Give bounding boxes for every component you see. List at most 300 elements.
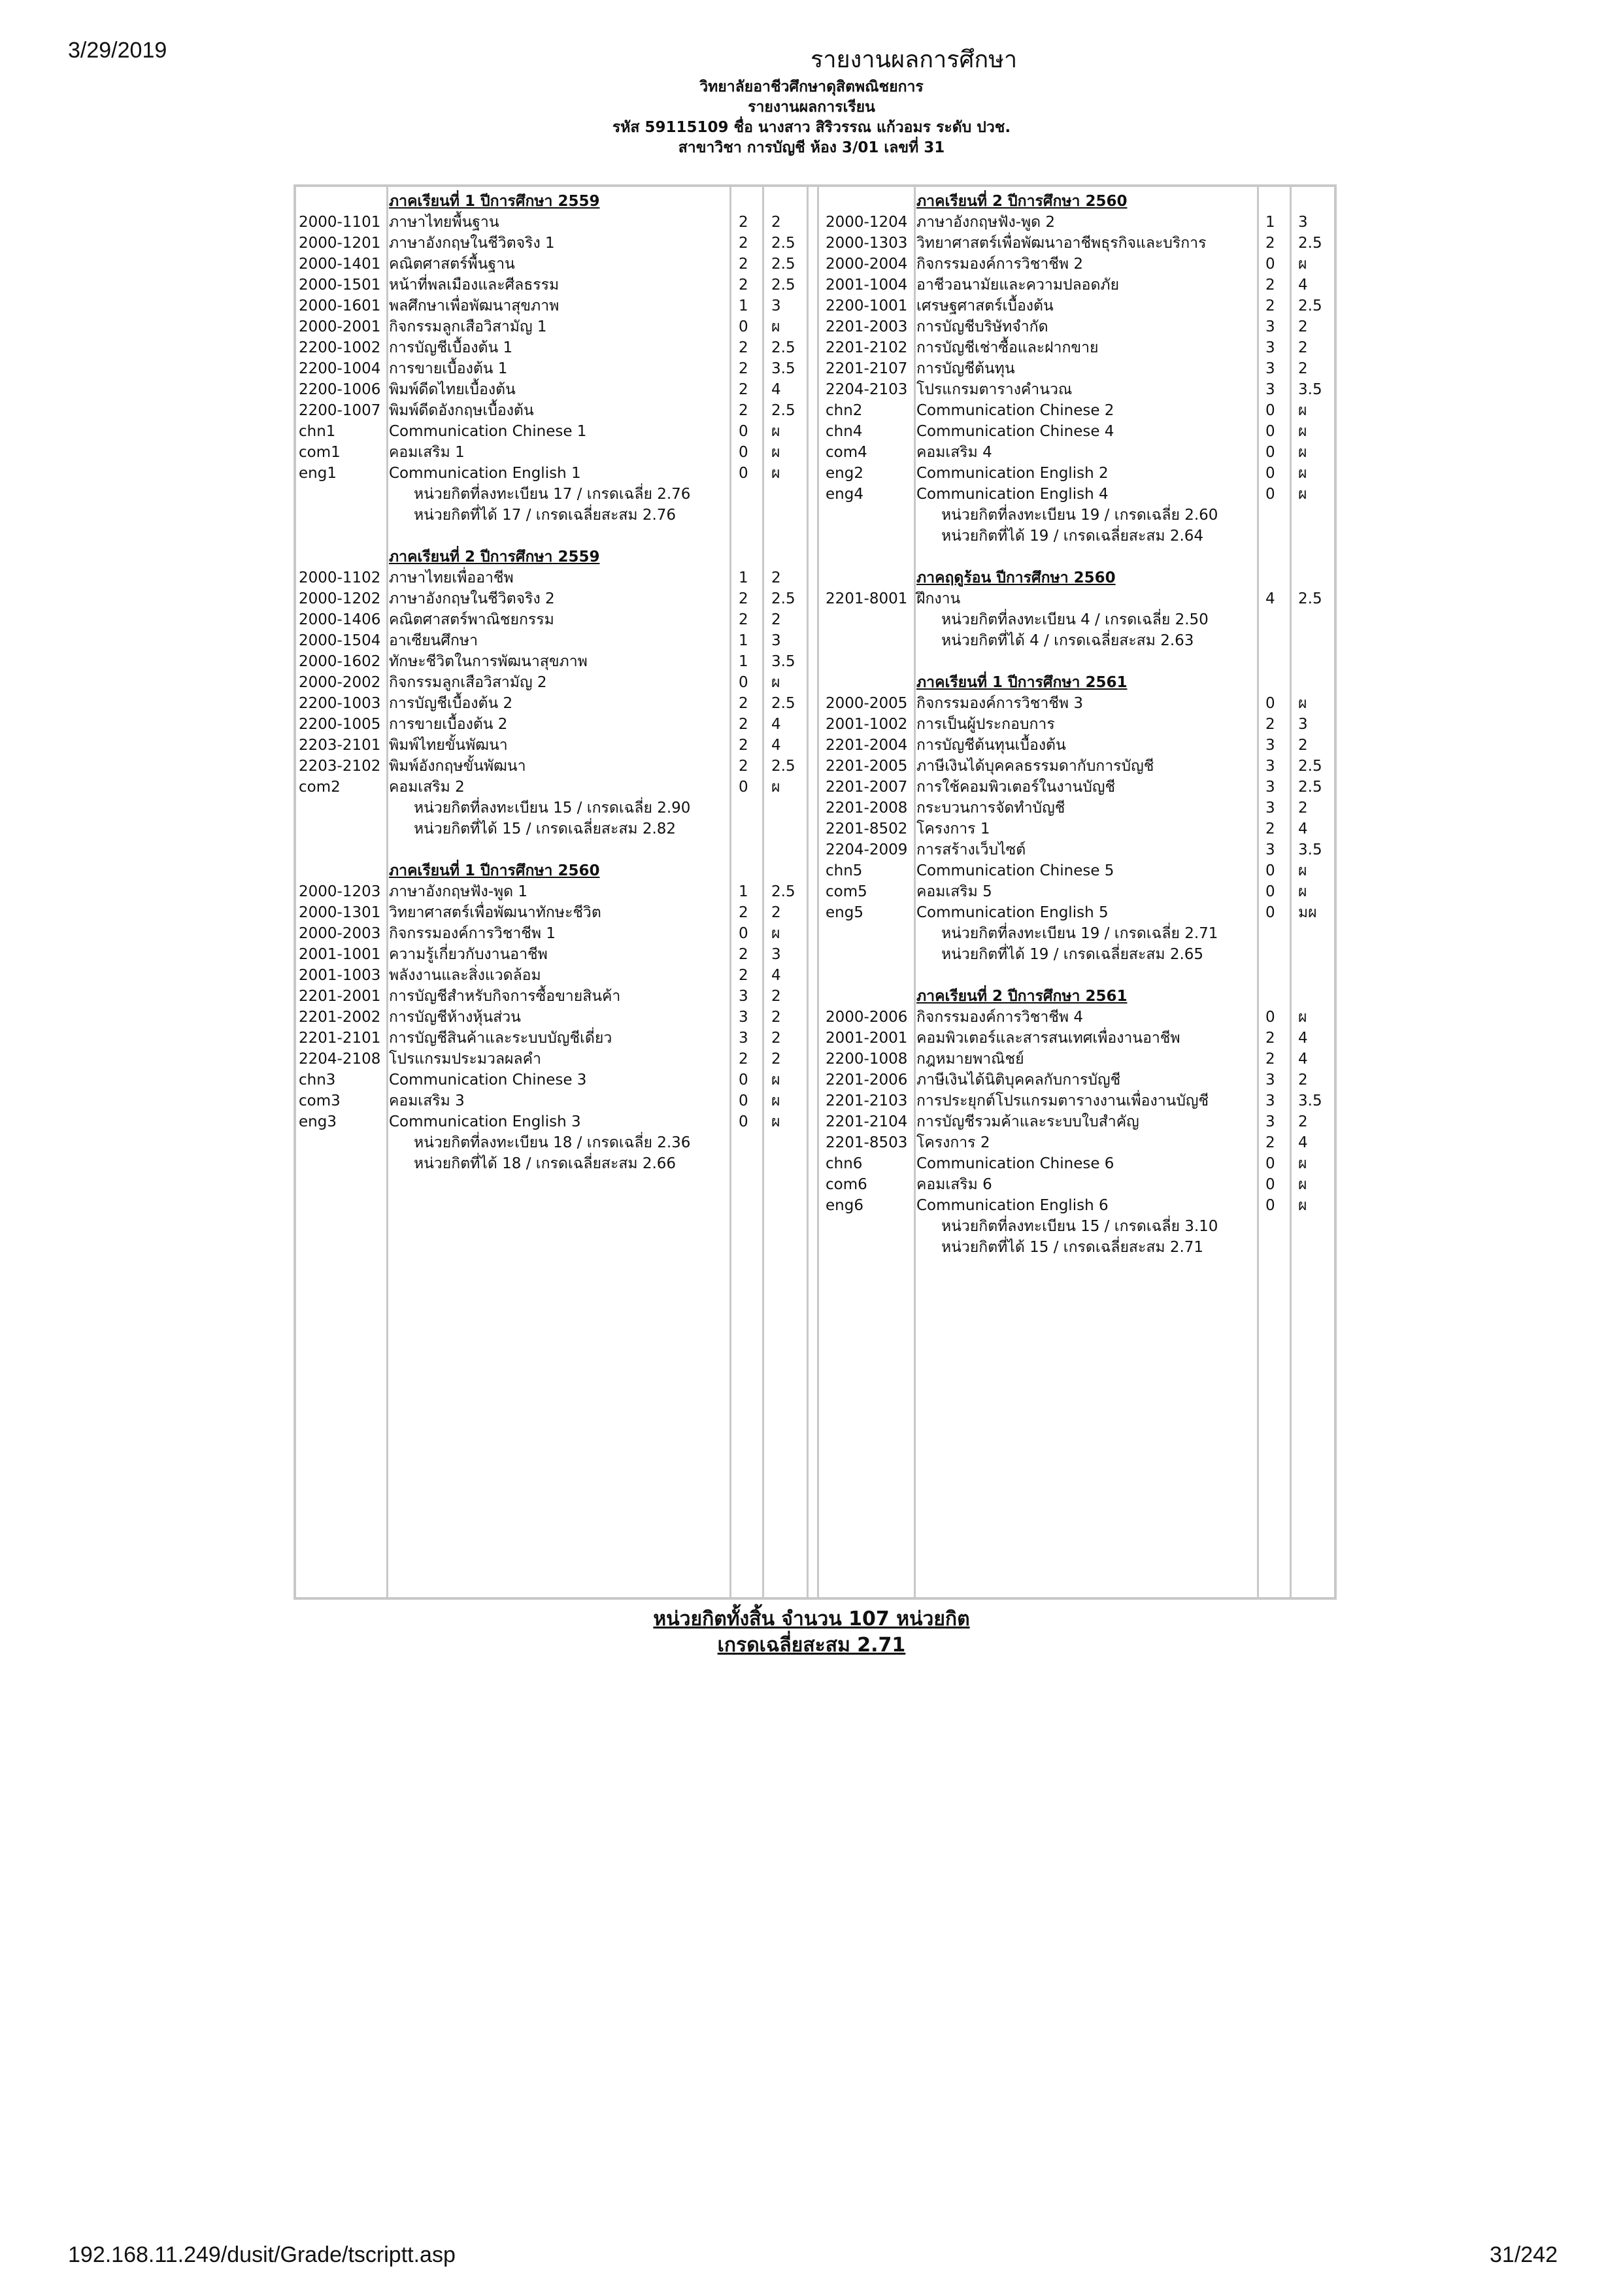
course-row xyxy=(299,463,815,484)
cumulative-gpa: เกรดเฉลี่ยสะสม 2.71 xyxy=(717,1634,906,1657)
course-grade: 2 xyxy=(771,611,781,628)
course-code: 2201-8502 xyxy=(826,820,908,837)
course-credits: 1 xyxy=(739,297,748,314)
course-grade: ผ xyxy=(771,779,780,796)
course-credits: 0 xyxy=(739,779,748,796)
course-name: การบัญชีห้างหุ้นส่วน xyxy=(389,1009,521,1026)
course-credits: 4 xyxy=(1265,590,1275,607)
course-code: com5 xyxy=(826,883,867,900)
course-code: 2000-1202 xyxy=(299,590,381,607)
course-grade: 3.5 xyxy=(1298,381,1322,398)
semester-title: ภาคเรียนที่ 2 ปีการศึกษา 2561 xyxy=(916,988,1128,1005)
course-name: โครงการ 2 xyxy=(916,1134,990,1151)
course-name: การสร้างเว็บไซต์ xyxy=(916,841,1026,858)
course-credits: 2 xyxy=(1265,1051,1275,1068)
course-row xyxy=(826,735,1335,756)
course-credits: 0 xyxy=(1265,1197,1275,1214)
course-name: วิทยาศาสตร์เพื่อพัฒนาทักษะชีวิต xyxy=(389,904,601,921)
course-name: ภาษาไทยเพื่ออาชีพ xyxy=(389,569,514,586)
course-row xyxy=(826,1111,1335,1132)
course-row xyxy=(826,1007,1335,1028)
course-name: ความรู้เกี่ยวกับงานอาชีพ xyxy=(389,946,548,963)
course-credits: 2 xyxy=(1265,297,1275,314)
course-credits: 0 xyxy=(1265,486,1275,503)
course-row xyxy=(299,1111,815,1132)
course-row xyxy=(826,881,1335,902)
course-grade: ผ xyxy=(1298,486,1307,503)
course-name: ภาษาอังกฤษฟัง-พูด 2 xyxy=(916,214,1056,231)
course-code: 2000-1201 xyxy=(299,235,381,252)
summary-text: หน่วยกิตที่ลงทะเบียน 15 / เกรดเฉลี่ย 3.10 xyxy=(941,1218,1218,1235)
course-grade: 4 xyxy=(1298,820,1308,837)
course-row xyxy=(299,1049,815,1070)
course-credits: 0 xyxy=(1265,883,1275,900)
course-grade: ผ xyxy=(771,925,780,942)
course-row xyxy=(299,609,815,630)
course-name: วิทยาศาสตร์เพื่อพัฒนาอาชีพธุรกิจและบริการ xyxy=(916,235,1207,252)
course-row xyxy=(826,860,1335,881)
course-grade: ผ xyxy=(771,1113,780,1130)
course-grade: มผ xyxy=(1298,904,1317,921)
course-row xyxy=(299,400,815,421)
course-credits: 0 xyxy=(1265,1009,1275,1026)
course-code: 2000-2003 xyxy=(299,925,381,942)
course-code: 2201-2102 xyxy=(826,339,908,356)
course-credits: 1 xyxy=(739,569,748,586)
semester-heading xyxy=(299,547,815,567)
course-name: Communication Chinese 4 xyxy=(916,423,1114,440)
course-name: Communication English 2 xyxy=(916,465,1109,482)
course-row xyxy=(826,358,1335,379)
course-credits: 2 xyxy=(1265,235,1275,252)
grand-totals xyxy=(0,1606,1623,1659)
course-grade: ผ xyxy=(1298,1009,1307,1026)
course-name: ภาษาอังกฤษในชีวิตจริง 1 xyxy=(389,235,555,252)
course-credits: 2 xyxy=(739,235,748,252)
page-url: 192.168.11.249/dusit/Grade/tscriptt.asp xyxy=(68,2242,456,2267)
course-credits: 2 xyxy=(739,360,748,377)
course-grade: ผ xyxy=(1298,402,1307,419)
course-row xyxy=(826,1132,1335,1153)
course-grade: 2 xyxy=(771,1009,781,1026)
course-code: 2200-1008 xyxy=(826,1051,908,1068)
course-code: 2000-2004 xyxy=(826,256,908,273)
course-code: 2201-8001 xyxy=(826,590,908,607)
course-credits: 0 xyxy=(1265,904,1275,921)
semester-heading xyxy=(299,191,815,212)
course-grade: ผ xyxy=(1298,883,1307,900)
course-grade: 2.5 xyxy=(1298,297,1322,314)
course-name: พิมพ์อังกฤษขั้นพัฒนา xyxy=(389,758,526,775)
course-name: คอมพิวเตอร์และสารสนเทศเพื่องานอาชีพ xyxy=(916,1030,1180,1047)
course-name: การบัญชีสำหรับกิจการซื้อขายสินค้า xyxy=(389,988,621,1005)
course-grade: ผ xyxy=(771,444,780,461)
course-grade: ผ xyxy=(1298,444,1307,461)
course-credits: 2 xyxy=(739,737,748,754)
course-grade: ผ xyxy=(1298,862,1307,879)
course-credits: 2 xyxy=(739,590,748,607)
course-name: การบัญชีต้นทุนเบื้องต้น xyxy=(916,737,1066,754)
course-grade: ผ xyxy=(1298,423,1307,440)
semester-heading xyxy=(826,567,1335,588)
course-name: คอมเสริม 6 xyxy=(916,1176,992,1193)
semester-earned-summary xyxy=(826,1237,1335,1258)
course-row xyxy=(299,777,815,798)
course-code: 2000-1301 xyxy=(299,904,381,921)
course-grade: 2.5 xyxy=(771,758,795,775)
semester-heading xyxy=(826,191,1335,212)
course-name: การใช้คอมพิวเตอร์ในงานบัญชี xyxy=(916,779,1116,796)
course-credits: 3 xyxy=(1265,381,1275,398)
course-row xyxy=(299,421,815,442)
course-row xyxy=(826,819,1335,839)
course-code: eng3 xyxy=(299,1113,337,1130)
course-code: 2000-1204 xyxy=(826,214,908,231)
course-name: ภาษาอังกฤษฟัง-พูด 1 xyxy=(389,883,528,900)
course-code: 2000-1401 xyxy=(299,256,381,273)
course-code: chn4 xyxy=(826,423,863,440)
course-credits: 2 xyxy=(739,381,748,398)
course-code: 2000-2002 xyxy=(299,674,381,691)
course-name: การประยุกต์โปรแกรมตารางงานเพื่องานบัญชี xyxy=(916,1092,1209,1109)
course-grade: 3 xyxy=(771,297,781,314)
course-grade: 2.5 xyxy=(771,235,795,252)
course-credits: 2 xyxy=(739,1051,748,1068)
semester-registered-summary xyxy=(299,798,815,819)
report-name: รายงานผลการเรียน xyxy=(748,99,875,116)
course-name: ภาษาอังกฤษในชีวิตจริง 2 xyxy=(389,590,555,607)
semester-title: ภาคเรียนที่ 1 ปีการศึกษา 2560 xyxy=(389,862,600,879)
course-name: การบัญชีเช่าซื้อและฝากขาย xyxy=(916,339,1099,356)
course-row xyxy=(826,1153,1335,1174)
course-row xyxy=(826,1070,1335,1090)
course-credits: 2 xyxy=(739,946,748,963)
course-grade: 4 xyxy=(771,381,781,398)
student-info: รหัส 59115109 ชื่อ นางสาว สิริวรรณ แก้วอมร ระดับ ปวช. xyxy=(612,119,1011,136)
course-grade: 3.5 xyxy=(1298,841,1322,858)
course-name: เศรษฐศาสตร์เบื้องต้น xyxy=(916,297,1054,314)
course-row xyxy=(826,316,1335,337)
course-grade: 3.5 xyxy=(771,653,795,670)
course-code: com3 xyxy=(299,1092,341,1109)
course-grade: 2 xyxy=(1298,800,1308,817)
course-name: การบัญชีสินค้าและระบบบัญชีเดี่ยว xyxy=(389,1030,612,1047)
course-name: Communication English 3 xyxy=(389,1113,581,1130)
course-row xyxy=(826,1195,1335,1216)
course-row xyxy=(826,798,1335,819)
course-code: chn6 xyxy=(826,1155,863,1172)
course-row xyxy=(299,442,815,463)
course-code: 2001-1004 xyxy=(826,277,908,294)
course-credits: 0 xyxy=(1265,862,1275,879)
course-grade: 3 xyxy=(771,946,781,963)
course-name: คณิตศาสตร์พื้นฐาน xyxy=(389,256,515,273)
course-code: 2200-1002 xyxy=(299,339,381,356)
course-credits: 3 xyxy=(1265,360,1275,377)
course-code: 2201-2007 xyxy=(826,779,908,796)
course-row xyxy=(299,1070,815,1090)
course-name: ภาษีเงินได้นิติบุคคลกับการบัญชี xyxy=(916,1072,1121,1089)
spacer-row xyxy=(299,1174,815,1195)
course-credits: 3 xyxy=(1265,758,1275,775)
course-name: กิจกรรมลูกเสือวิสามัญ 2 xyxy=(389,674,547,691)
course-code: 2201-2103 xyxy=(826,1092,908,1109)
course-code: 2001-2001 xyxy=(826,1030,908,1047)
program-info: สาขาวิชา การบัญชี ห้อง 3/01 เลขที่ 31 xyxy=(678,139,945,156)
course-grade: 4 xyxy=(1298,277,1308,294)
semester-heading xyxy=(826,986,1335,1007)
course-grade: 2 xyxy=(1298,339,1308,356)
course-row xyxy=(299,944,815,965)
transcript-table xyxy=(293,184,1337,1600)
course-code: chn1 xyxy=(299,423,336,440)
course-credits: 3 xyxy=(1265,1092,1275,1109)
summary-text: หน่วยกิตที่ได้ 15 / เกรดเฉลี่ยสะสม 2.71 xyxy=(941,1239,1204,1256)
course-credits: 2 xyxy=(739,214,748,231)
course-row xyxy=(299,986,815,1007)
course-row xyxy=(299,212,815,233)
summary-text: หน่วยกิตที่ลงทะเบียน 4 / เกรดเฉลี่ย 2.50 xyxy=(941,611,1209,628)
semester-earned-summary xyxy=(299,819,815,839)
course-row xyxy=(826,714,1335,735)
summary-text: หน่วยกิตที่ลงทะเบียน 15 / เกรดเฉลี่ย 2.90 xyxy=(414,800,691,817)
course-credits: 2 xyxy=(739,256,748,273)
course-code: 2000-1601 xyxy=(299,297,381,314)
semester-title: ภาคเรียนที่ 2 ปีการศึกษา 2560 xyxy=(916,193,1128,210)
spacer-row xyxy=(826,1258,1335,1279)
course-grade: ผ xyxy=(1298,695,1307,712)
course-name: Communication Chinese 2 xyxy=(916,402,1114,419)
course-code: chn3 xyxy=(299,1072,336,1089)
course-credits: 0 xyxy=(739,318,748,335)
course-credits: 3 xyxy=(1265,318,1275,335)
course-code: 2000-1501 xyxy=(299,277,381,294)
course-credits: 2 xyxy=(739,967,748,984)
course-grade: ผ xyxy=(771,674,780,691)
course-code: eng4 xyxy=(826,486,863,503)
course-name: การบัญชีบริษัทจำกัด xyxy=(916,318,1048,335)
course-row xyxy=(826,421,1335,442)
course-credits: 0 xyxy=(1265,695,1275,712)
course-code: 2000-1303 xyxy=(826,235,908,252)
course-credits: 3 xyxy=(1265,841,1275,858)
course-credits: 2 xyxy=(1265,1030,1275,1047)
page-title: รายงานผลการศึกษา xyxy=(811,46,1018,73)
course-code: 2201-2003 xyxy=(826,318,908,335)
course-credits: 3 xyxy=(739,988,748,1005)
course-row xyxy=(826,756,1335,777)
course-code: 2201-2005 xyxy=(826,758,908,775)
course-grade: 4 xyxy=(771,737,781,754)
course-row xyxy=(299,254,815,275)
course-name: ฝึกงาน xyxy=(916,590,961,607)
course-name: กิจกรรมลูกเสือวิสามัญ 1 xyxy=(389,318,547,335)
course-credits: 3 xyxy=(739,1009,748,1026)
course-row xyxy=(826,275,1335,295)
course-row xyxy=(299,651,815,672)
summary-text: หน่วยกิตที่ได้ 18 / เกรดเฉลี่ยสะสม 2.66 xyxy=(414,1155,677,1172)
course-code: 2000-1406 xyxy=(299,611,381,628)
course-row xyxy=(826,1090,1335,1111)
course-grade: 2 xyxy=(1298,360,1308,377)
course-grade: ผ xyxy=(1298,1197,1307,1214)
course-code: eng6 xyxy=(826,1197,863,1214)
college-name: วิทยาลัยอาชีวศึกษาดุสิตพณิชยการ xyxy=(699,78,924,95)
course-credits: 2 xyxy=(1265,716,1275,733)
course-credits: 0 xyxy=(1265,1155,1275,1172)
course-grade: 3 xyxy=(771,632,781,649)
course-grade: 3.5 xyxy=(771,360,795,377)
course-row xyxy=(826,463,1335,484)
course-row xyxy=(826,777,1335,798)
course-row xyxy=(826,693,1335,714)
course-row xyxy=(826,484,1335,505)
course-grade: 2 xyxy=(771,1030,781,1047)
course-code: 2200-1003 xyxy=(299,695,381,712)
course-name: การเป็นผู้ประกอบการ xyxy=(916,716,1055,733)
course-row xyxy=(299,233,815,254)
semester-registered-summary xyxy=(826,923,1335,944)
course-code: 2201-2006 xyxy=(826,1072,908,1089)
course-credits: 0 xyxy=(1265,465,1275,482)
course-row xyxy=(299,358,815,379)
course-row xyxy=(826,337,1335,358)
course-credits: 2 xyxy=(739,339,748,356)
course-name: พิมพ์ดีดไทยเบื้องต้น xyxy=(389,381,516,398)
course-grade: 2.5 xyxy=(1298,235,1322,252)
course-name: โปรแกรมตารางคำนวณ xyxy=(916,381,1073,398)
course-name: อาเซียนศึกษา xyxy=(389,632,478,649)
course-row xyxy=(826,902,1335,923)
course-row xyxy=(826,233,1335,254)
course-grade: ผ xyxy=(771,1072,780,1089)
course-code: 2203-2102 xyxy=(299,758,381,775)
course-code: 2201-2101 xyxy=(299,1030,381,1047)
spacer-row xyxy=(299,526,815,547)
course-grade: 4 xyxy=(771,716,781,733)
page-number: 31/242 xyxy=(1490,2242,1558,2267)
course-grade: 4 xyxy=(1298,1030,1308,1047)
course-grade: 2.5 xyxy=(771,590,795,607)
course-grade: 2.5 xyxy=(771,695,795,712)
course-row xyxy=(826,379,1335,400)
column-divider xyxy=(817,187,819,1597)
course-code: 2201-2104 xyxy=(826,1113,908,1130)
course-row xyxy=(299,1090,815,1111)
course-name: Communication Chinese 6 xyxy=(916,1155,1114,1172)
course-grade: ผ xyxy=(1298,1155,1307,1172)
semester-heading xyxy=(299,860,815,881)
course-credits: 3 xyxy=(1265,779,1275,796)
course-code: 2201-8503 xyxy=(826,1134,908,1151)
semester-registered-summary xyxy=(299,1132,815,1153)
course-row xyxy=(299,965,815,986)
course-name: กิจกรรมองค์การวิชาชีพ 4 xyxy=(916,1009,1083,1026)
course-grade: 2.5 xyxy=(771,277,795,294)
course-credits: 3 xyxy=(1265,1072,1275,1089)
semester-earned-summary xyxy=(299,1153,815,1174)
course-name: Communication English 1 xyxy=(389,465,581,482)
course-credits: 0 xyxy=(739,1072,748,1089)
course-credits: 2 xyxy=(1265,277,1275,294)
transcript-header xyxy=(0,77,1623,158)
course-credits: 2 xyxy=(739,402,748,419)
course-credits: 2 xyxy=(739,695,748,712)
course-credits: 0 xyxy=(739,444,748,461)
course-code: com6 xyxy=(826,1176,867,1193)
course-row xyxy=(826,588,1335,609)
course-credits: 2 xyxy=(1265,820,1275,837)
course-code: 2000-2001 xyxy=(299,318,381,335)
course-credits: 0 xyxy=(739,465,748,482)
course-row xyxy=(299,902,815,923)
course-row xyxy=(299,588,815,609)
course-credits: 2 xyxy=(739,716,748,733)
course-row xyxy=(299,567,815,588)
course-credits: 0 xyxy=(739,423,748,440)
semester-title: ภาคเรียนที่ 1 ปีการศึกษา 2559 xyxy=(389,193,600,210)
course-row xyxy=(826,254,1335,275)
course-name: กฎหมายพาณิชย์ xyxy=(916,1051,1024,1068)
course-row xyxy=(299,756,815,777)
course-name: กิจกรรมองค์การวิชาชีพ 2 xyxy=(916,256,1083,273)
semester-earned-summary xyxy=(299,505,815,526)
course-name: Communication English 4 xyxy=(916,486,1109,503)
course-credits: 2 xyxy=(739,758,748,775)
course-code: 2201-2001 xyxy=(299,988,381,1005)
course-code: 2203-2101 xyxy=(299,737,381,754)
course-grade: 2 xyxy=(1298,737,1308,754)
course-code: 2201-2002 xyxy=(299,1009,381,1026)
course-grade: 2 xyxy=(771,569,781,586)
course-grade: 2 xyxy=(1298,1113,1308,1130)
course-row xyxy=(826,442,1335,463)
summary-text: หน่วยกิตที่ลงทะเบียน 18 / เกรดเฉลี่ย 2.36 xyxy=(414,1134,691,1151)
course-grade: 2.5 xyxy=(771,256,795,273)
course-name: อาชีวอนามัยและความปลอดภัย xyxy=(916,277,1120,294)
summary-text: หน่วยกิตที่ได้ 19 / เกรดเฉลี่ยสะสม 2.65 xyxy=(941,946,1204,963)
course-credits: 2 xyxy=(739,904,748,921)
course-credits: 3 xyxy=(1265,800,1275,817)
course-grade: 4 xyxy=(771,967,781,984)
summary-text: หน่วยกิตที่ได้ 4 / เกรดเฉลี่ยสะสม 2.63 xyxy=(941,632,1194,649)
semester-title: ภาคฤดูร้อน ปีการศึกษา 2560 xyxy=(916,569,1116,586)
course-row xyxy=(826,839,1335,860)
course-name: Communication Chinese 1 xyxy=(389,423,587,440)
semester-earned-summary xyxy=(826,630,1335,651)
course-credits: 2 xyxy=(1265,1134,1275,1151)
course-name: การขายเบื้องต้น 2 xyxy=(389,716,508,733)
course-name: ภาษีเงินได้บุคคลธรรมดากับการบัญชี xyxy=(916,758,1154,775)
course-code: 2001-1002 xyxy=(826,716,908,733)
course-name: พลังงานและสิ่งแวดล้อม xyxy=(389,967,541,984)
course-row xyxy=(826,1174,1335,1195)
course-row xyxy=(299,1028,815,1049)
course-grade: ผ xyxy=(771,318,780,335)
course-grade: ผ xyxy=(1298,256,1307,273)
course-credits: 1 xyxy=(739,653,748,670)
course-grade: 3 xyxy=(1298,214,1308,231)
course-code: 2000-1504 xyxy=(299,632,381,649)
course-credits: 0 xyxy=(1265,402,1275,419)
course-code: 2000-2005 xyxy=(826,695,908,712)
course-credits: 1 xyxy=(739,883,748,900)
course-code: chn5 xyxy=(826,862,863,879)
course-name: คอมเสริม 1 xyxy=(389,444,465,461)
course-grade: 4 xyxy=(1298,1051,1308,1068)
course-name: การบัญชีรวมค้าและระบบใบสำคัญ xyxy=(916,1113,1139,1130)
course-code: eng1 xyxy=(299,465,337,482)
